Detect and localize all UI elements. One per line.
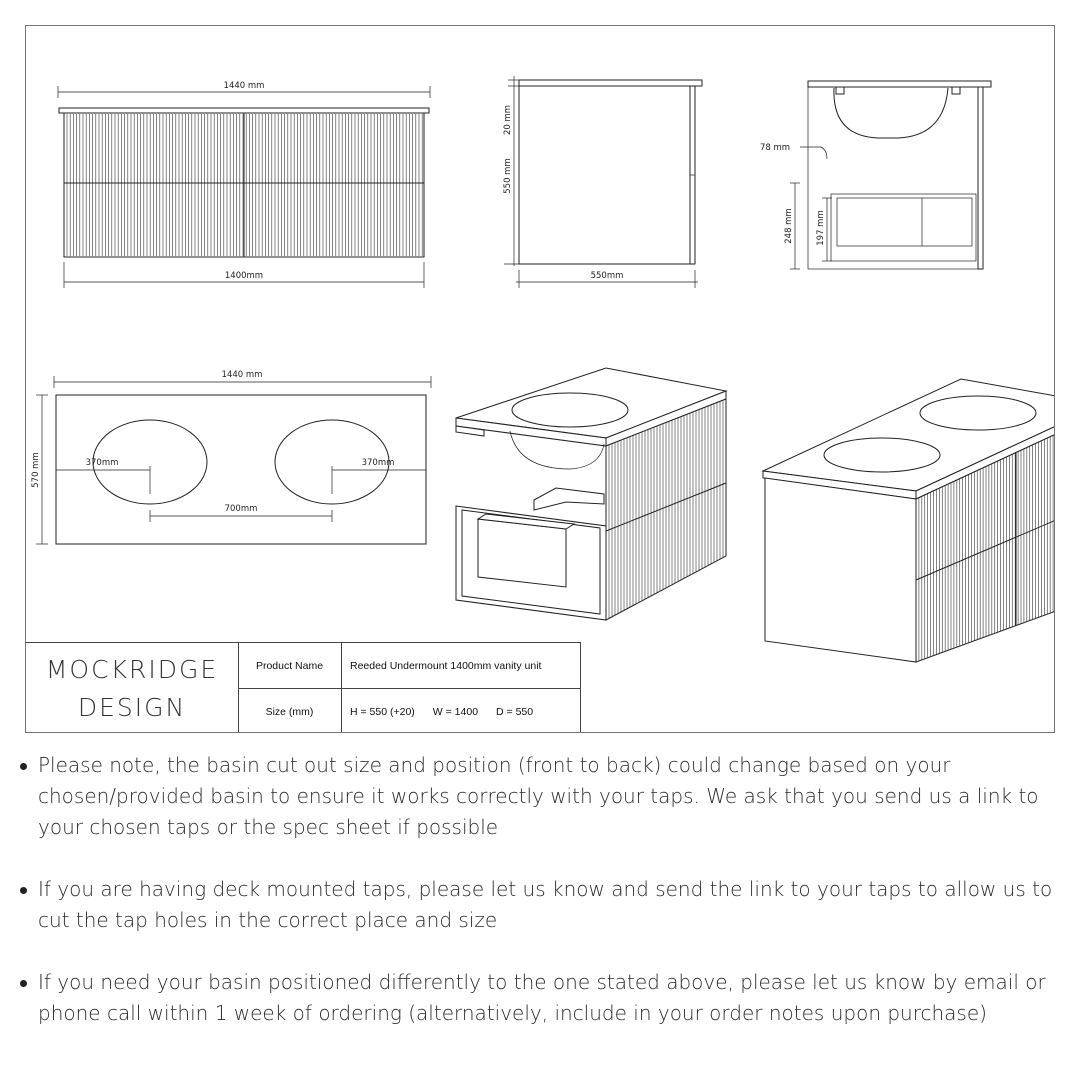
side-countertop	[519, 80, 702, 86]
note-item: If you are having deck mounted taps, please let us know and send the link to your taps to allow us to cut the tap holes in the correct place and size	[18, 874, 1073, 936]
spec-sheet	[25, 25, 1055, 733]
top-width-label: 1440 mm	[221, 370, 263, 380]
section-drawer-outer-label: 248 mm	[784, 208, 794, 244]
front-cabinet-width-label: 1400mm	[224, 271, 264, 281]
brand-logo	[26, 643, 239, 733]
title-block	[26, 642, 581, 733]
size-depth: D = 550	[496, 706, 534, 718]
top-depth-label: 570 mm	[31, 452, 41, 488]
top-right-offset-label: 370mm	[361, 458, 395, 468]
section-bracket	[836, 87, 844, 94]
iso-closed-cabinet	[763, 379, 1055, 662]
section-countertop	[808, 81, 991, 87]
size-height: H = 550 (+20)	[350, 706, 415, 718]
product-name-label: Product Name	[238, 643, 342, 689]
iso-open-cabinet	[456, 368, 726, 620]
iso-open-upper-drawer	[534, 488, 604, 510]
section-view	[760, 81, 991, 269]
section-drawer-inner-label: 197 mm	[816, 210, 826, 246]
iso-closed-cabinet-front	[765, 478, 916, 662]
note-item: If you need your basin positioned differently to the one stated above, please let us know by email or phone call within 1 week of ordering (alternatively, include in your order notes upon purchase)	[18, 967, 1073, 1029]
section-drawer-inner	[837, 198, 972, 246]
side-cabinet	[519, 86, 690, 264]
section-offset-leader	[800, 147, 827, 159]
section-bracket	[952, 87, 960, 94]
size-value	[342, 689, 580, 733]
front-view	[58, 81, 430, 288]
size-label: Size (mm)	[238, 689, 342, 733]
section-basin	[834, 88, 948, 138]
product-name-value: Reeded Undermount 1400mm vanity unit	[342, 643, 580, 689]
top-countertop	[56, 395, 426, 544]
side-view	[503, 76, 702, 288]
basin-spacing-label: 700mm	[224, 504, 258, 514]
side-height-label: 550 mm	[503, 158, 513, 194]
notes-list	[18, 750, 1073, 1060]
iso-open-drawer-front	[478, 519, 566, 587]
size-width: W = 1400	[432, 706, 479, 718]
front-countertop	[59, 108, 429, 113]
note-item: Please note, the basin cut out size and position (front to back) could change based on your chosen/provided basin to ensure it works correctly with your taps. We ask that you send us a link to your chosen taps or the spec sheet if possible	[18, 750, 1073, 843]
side-depth-label: 550mm	[590, 271, 624, 281]
side-top-thickness-label: 20 mm	[503, 104, 513, 136]
section-drawer	[831, 194, 976, 261]
top-left-offset-label: 370mm	[85, 458, 119, 468]
brand-line-1: MOCKRIDGE	[45, 655, 219, 684]
top-view	[31, 370, 431, 544]
section-offset-label: 78 mm	[760, 143, 791, 153]
section-cabinet	[808, 87, 978, 269]
technical-drawing	[26, 26, 1055, 733]
brand-line-2: DESIGN	[77, 693, 187, 722]
section-door-edge	[978, 87, 983, 269]
front-overall-width-label: 1440 mm	[223, 81, 265, 91]
